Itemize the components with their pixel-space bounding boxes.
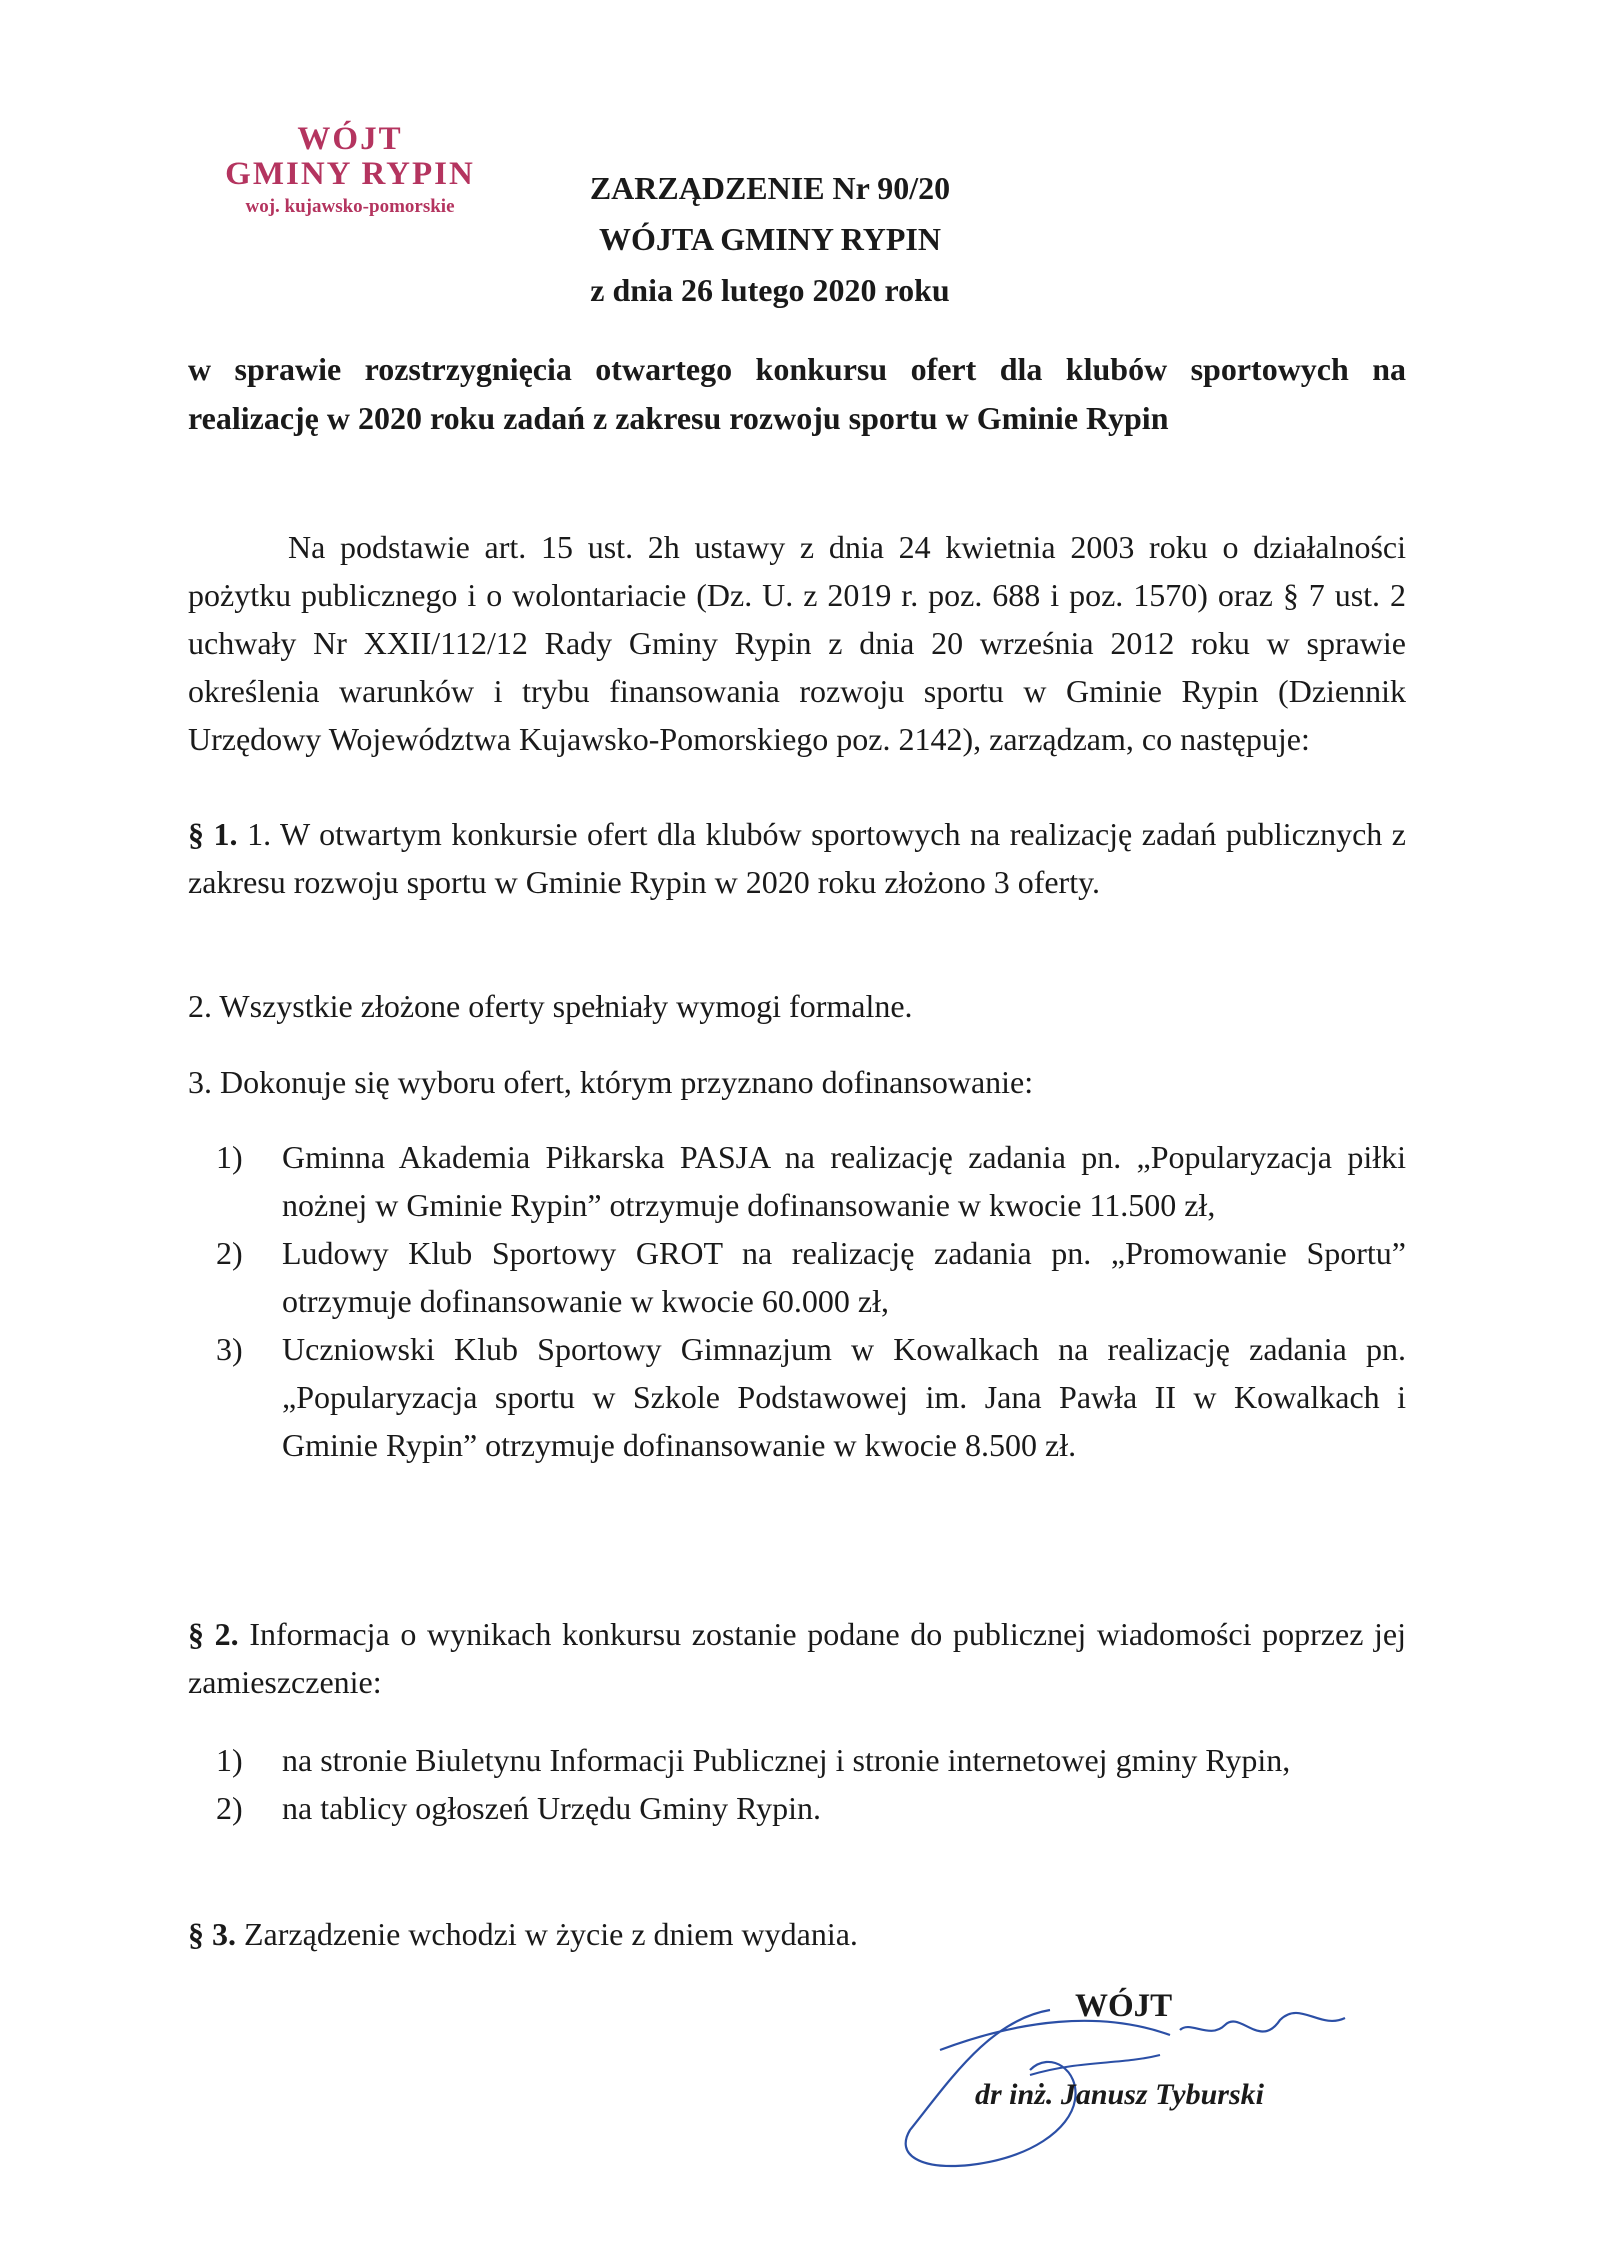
list-item-text: na stronie Biuletynu Informacji Publicznej i stronie internetowej gminy Rypin, (282, 1742, 1291, 1778)
section-1-paragraph-2: 2. Wszystkie złożone oferty spełniały wymogi formalne. (188, 988, 913, 1024)
list-item-text: na tablicy ogłoszeń Urzędu Gminy Rypin. (282, 1790, 822, 1826)
list-item-number: 2) (216, 1790, 243, 1826)
signatory-title: WÓJT (1075, 1988, 1173, 2024)
section-1-text-1: 1. W otwartym konkursie ofert dla klubów sportowych na realizację zadań publicznych z zakresu rozwoju sportu w Gminie Rypin w 2020 roku złożono 3 oferty. (188, 816, 1407, 900)
list-item (216, 1736, 1406, 1784)
office-stamp (205, 122, 495, 217)
list-item (216, 1229, 1406, 1325)
document-subject: w sprawie rozstrzygnięcia otwartego konkursu ofert dla klubów sportowych na realizację w 2020 roku zadań z zakresu rozwoju sportu w Gminie Rypin (188, 351, 1406, 436)
section-3-paragraph (188, 1910, 1406, 1958)
heading-issuer: WÓJTA GMINY RYPIN (599, 221, 941, 257)
stamp-line-1: WÓJT (297, 121, 403, 157)
list-item (216, 1784, 1406, 1832)
awarded-offers-list (216, 1133, 1406, 1469)
stamp-line-2: GMINY RYPIN (225, 155, 475, 192)
list-item-number: 2) (216, 1235, 243, 1271)
section-2-mark: § 2. (188, 1616, 239, 1652)
heading-date: z dnia 26 lutego 2020 roku (590, 272, 950, 308)
list-item-number: 3) (216, 1331, 243, 1367)
section-3-mark: § 3. (188, 1916, 236, 1952)
list-item-number: 1) (216, 1139, 243, 1175)
section-3-text: Zarządzenie wchodzi w życie z dniem wydania. (244, 1916, 858, 1952)
document-heading (520, 163, 1020, 316)
section-1-paragraph-3: 3. Dokonuje się wyboru ofert, którym przyznano dofinansowanie: (188, 1064, 1034, 1100)
stamp-line-3: woj. kujawsko-pomorskie (245, 196, 455, 218)
section-1-paragraph-1 (188, 810, 1406, 906)
list-item-number: 1) (216, 1742, 243, 1778)
list-item-text: Gminna Akademia Piłkarska PASJA na realizację zadania pn. „Popularyzacja piłki nożnej w Gminie Rypin” otrzymuje dofinansowanie w kwocie 11.500 zł, (282, 1139, 1406, 1223)
list-item-text: Uczniowski Klub Sportowy Gimnazjum w Kowalkach na realizację zadania pn. „Popularyzacja sportu w Szkole Podstawowej im. Jana Pawła II w Kowalkach i Gminie Rypin” otrzymuje dofinansowanie w kwocie 8.500 zł. (282, 1331, 1406, 1463)
list-item (216, 1325, 1406, 1469)
list-item-text: Ludowy Klub Sportowy GROT na realizację zadania pn. „Promowanie Sportu” otrzymuje dofinansowanie w kwocie 60.000 zł, (282, 1235, 1406, 1319)
section-2-text: Informacja o wynikach konkursu zostanie podane do publicznej wiadomości poprzez jej zamieszczenie: (188, 1616, 1407, 1700)
heading-title: ZARZĄDZENIE Nr 90/20 (589, 170, 951, 206)
section-1-mark: § 1. (188, 816, 238, 852)
section-2-paragraph (188, 1610, 1406, 1706)
list-item (216, 1133, 1406, 1229)
preamble-paragraph: Na podstawie art. 15 ust. 2h ustawy z dnia 24 kwietnia 2003 roku o działalności pożytku publicznego i o wolontariacie (Dz. U. z 2019 r. poz. 688 i poz. 1570) oraz § 7 ust. 2 uchwały Nr XXII/112/12 Rady Gminy Rypin z dnia 20 września 2012 roku w sprawie określenia warunków i trybu finansowania rozwoju sportu w Gminie Rypin (Dziennik Urzędowy Województwa Kujawsko-Pomorskiego poz. 2142), zarządzam, co następuje: (188, 529, 1406, 757)
publication-list (216, 1736, 1406, 1832)
signatory-name: dr inż. Janusz Tyburski (975, 2078, 1264, 2111)
